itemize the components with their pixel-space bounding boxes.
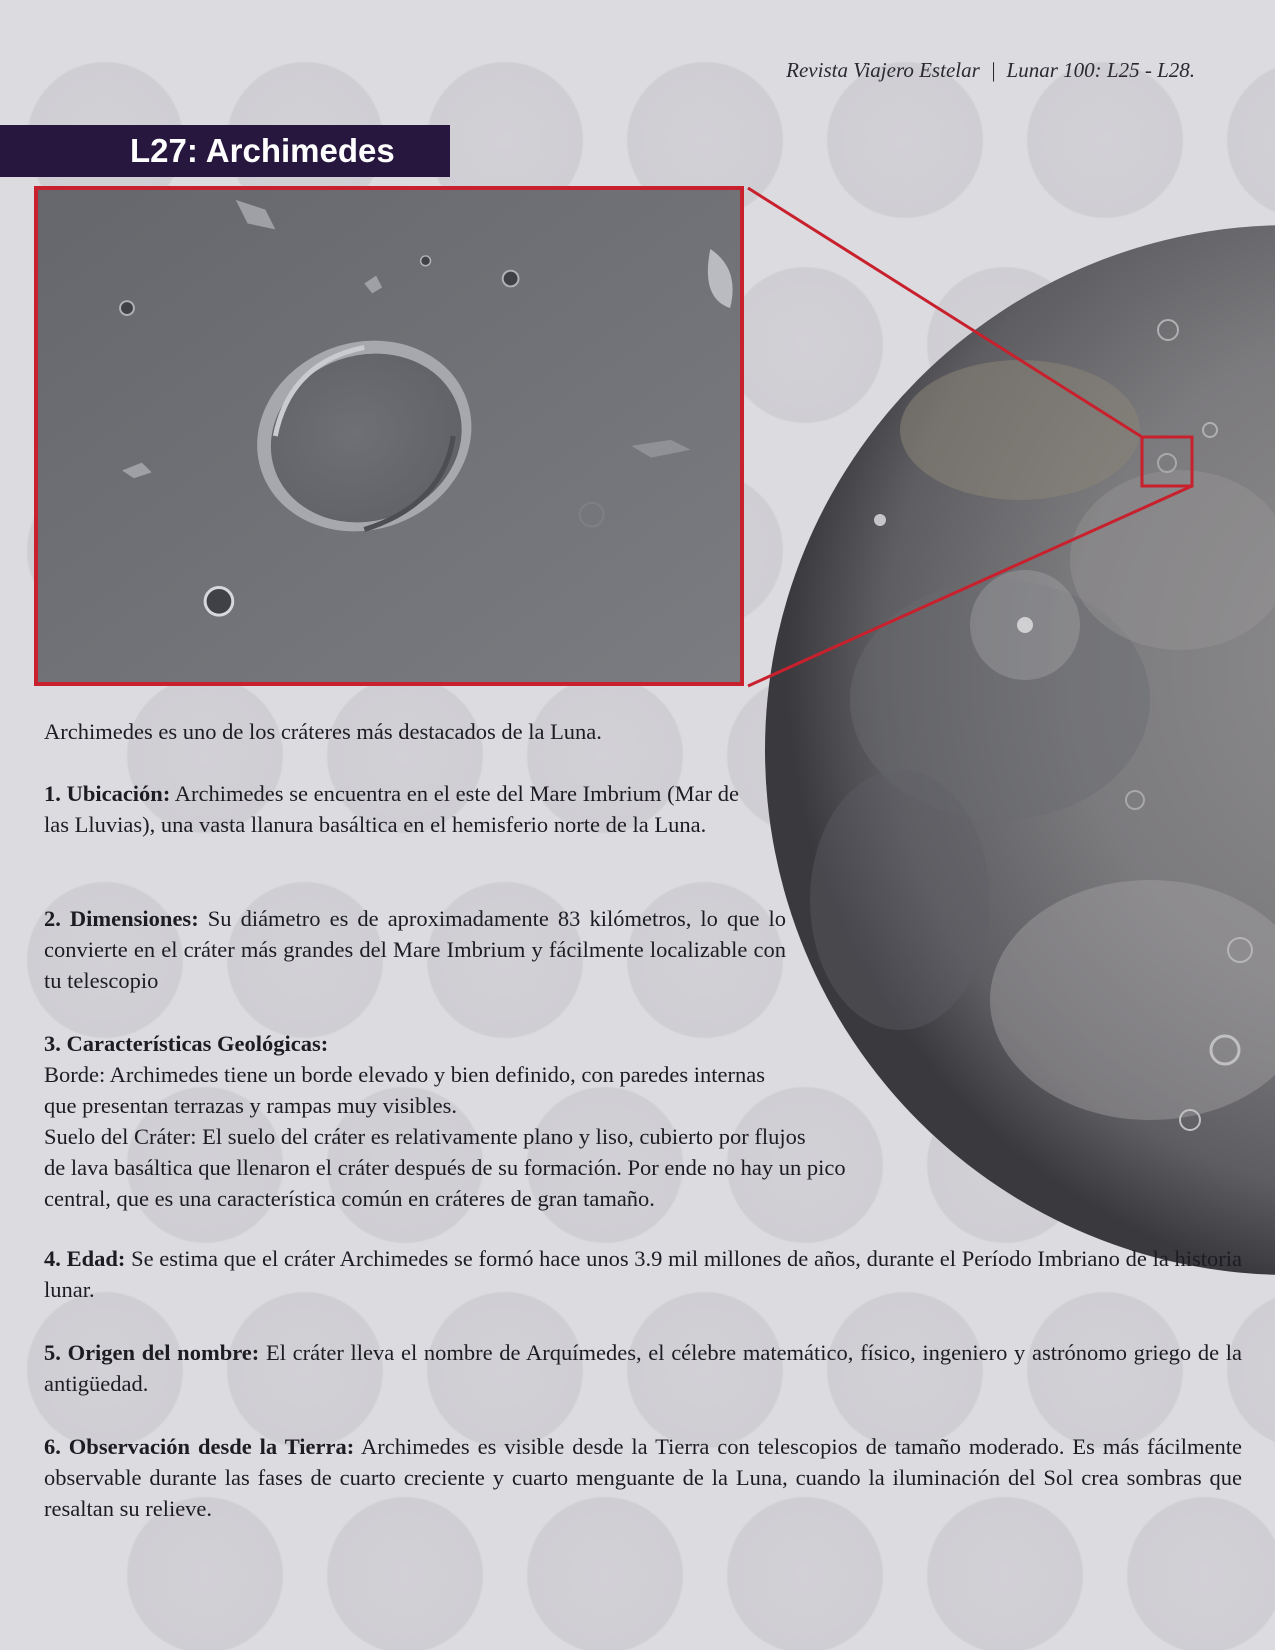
section-text: Se estima que el cráter Archimedes se formó hace unos 3.9 mil millones de años, durante el Período Imbriano de la historia lunar.	[44, 1246, 1243, 1302]
section-line: de lava basáltica que llenaron el cráter después de su formación. Por ende no hay un pico	[44, 1155, 846, 1180]
header-separator: |	[990, 58, 997, 82]
crater-closeup-image	[34, 186, 744, 686]
section-heading: 1. Ubicación:	[44, 781, 171, 806]
section-heading: 2. Dimensiones:	[44, 906, 199, 931]
page-title: L27: Archimedes	[130, 132, 395, 169]
section-text: Su diámetro es de aproximadamente 83 kilómetros, lo que lo convierte en el cráter más grandes del Mare Imbrium y fácilmente localizable con tu telescopio	[44, 906, 787, 993]
section-heading: 3. Características Geológicas:	[44, 1031, 329, 1056]
title-bar	[0, 125, 450, 177]
publication-name: Revista Viajero Estelar	[786, 58, 980, 82]
section-text: Archimedes se encuentra en el este del Mare Imbrium (Mar de las Lluvias), una vasta llanura basáltica en el hemisferio norte de la Luna.	[44, 781, 740, 837]
intro-paragraph: Archimedes es uno de los cráteres más destacados de la Luna.	[44, 719, 602, 744]
section-geologicas	[44, 1028, 1004, 1214]
section-text: El cráter lleva el nombre de Arquímedes, el célebre matemático, físico, ingeniero y astrónomo griego de la antigüedad.	[44, 1340, 1243, 1396]
section-origen	[44, 1337, 1242, 1399]
section-line: Borde: Archimedes tiene un borde elevado y bien definido, con paredes internas	[44, 1062, 766, 1087]
section-edad	[44, 1243, 1242, 1305]
section-line: que presentan terrazas y rampas muy visibles.	[44, 1093, 457, 1118]
issue-label: Lunar 100: L25 - L28.	[1006, 58, 1195, 82]
section-text: Archimedes es visible desde la Tierra con telescopios de tamaño moderado. Es más fácilmente observable durante las fases de cuarto creciente y cuarto menguante de la Luna, cuando la iluminación del Sol crea sombras que resaltan su relieve.	[44, 1434, 1242, 1521]
section-observacion	[44, 1431, 1242, 1524]
section-ubicacion	[44, 778, 739, 840]
section-line: Suelo del Cráter: El suelo del cráter es relativamente plano y liso, cubierto por flujos	[44, 1124, 806, 1149]
running-header	[786, 58, 1195, 83]
section-heading: 5. Origen del nombre:	[44, 1340, 260, 1365]
section-heading: 4. Edad:	[44, 1246, 126, 1271]
section-line: central, que es una característica común en cráteres de gran tamaño.	[44, 1186, 655, 1211]
section-dimensiones	[44, 903, 786, 996]
section-heading: 6. Observación desde la Tierra:	[44, 1434, 355, 1459]
